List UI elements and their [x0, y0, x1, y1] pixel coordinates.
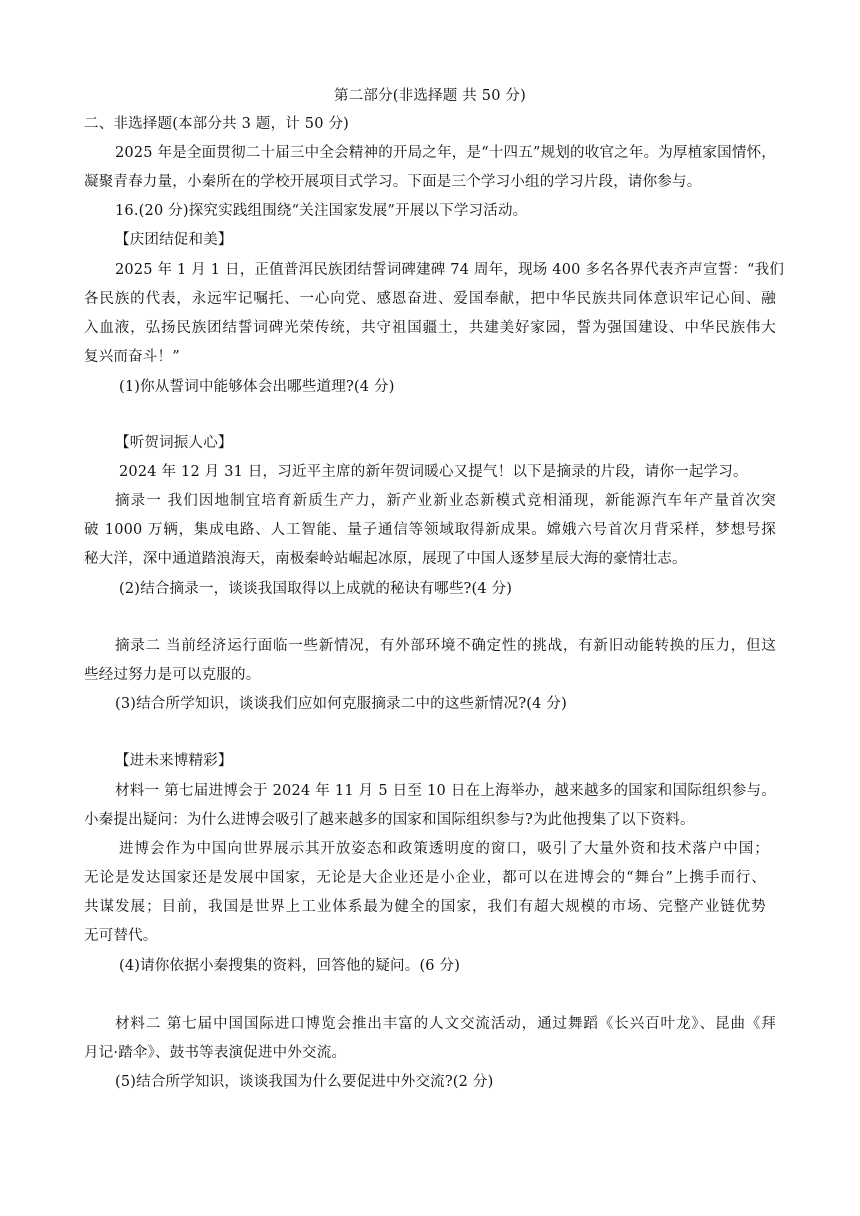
material1-data-line: 无可替代。	[84, 928, 158, 944]
material1-data-line: 共谋发展；目前，我国是世界上工业体系最为健全的国家，我们有超大规模的市场、完整产业链优势	[84, 899, 766, 915]
block1-text-line: 入血液，弘扬民族团结誓词碑光荣传统，共守祖国疆土，共建美好家园，誓为强国建设、中华民族伟大	[84, 320, 776, 336]
question-1: (1)你从誓词中能够体会出哪些道理?(4 分)	[119, 379, 395, 395]
excerpt2-line: 些经过努力是可以克服的。	[84, 667, 261, 683]
excerpt1-line: 摘录一 我们因地制宜培育新质生产力，新产业新业态新模式竞相涌现，新能源汽车年产量首次突	[115, 493, 776, 509]
material1-line: 小秦提出疑问：为什么进博会吸引了越来越多的国家和国际组织参与?为此他搜集了以下资料。	[84, 812, 695, 828]
block2-intro: 2024 年 12 月 31 日，习近平主席的新年贺词暖心又提气！以下是摘录的片段，请你一起学习。	[119, 464, 748, 480]
question-3: (3)结合所学知识，谈谈我们应如何克服摘录二中的这些新情况?(4 分)	[115, 696, 567, 712]
block1-text-line: 2025 年 1 月 1 日，正值普洱民族团结誓词碑建碑 74 周年，现场 400 多名各界代表齐声宣誓：“我们	[115, 262, 785, 278]
question-16-stem: 16.(20 分)探究实践组围绕“关注国家发展”开展以下学习活动。	[115, 203, 528, 219]
question-4: (4)请你依据小秦搜集的资料，回答他的疑问。(6 分)	[119, 958, 461, 974]
intro-line: 凝聚青春力量，小秦所在的学校开展项目式学习。下面是三个学习小组的学习片段，请你参与。	[84, 174, 702, 190]
material1-line: 材料一 第七届进博会于 2024 年 11 月 5 日至 10 日在上海举办，越来越多的国家和国际组织参与。	[115, 783, 776, 799]
block2-title: 【听贺词振人心】	[115, 435, 233, 451]
material1-data-line: 进博会作为中国向世界展示其开放姿态和政策透明度的窗口，吸引了大量外资和技术落户中国；	[119, 841, 769, 857]
block1-text-line: 各民族的代表，永远牢记嘱托、一心向党、感恩奋进、爱国奉献，把中华民族共同体意识牢记心间、融	[84, 291, 776, 307]
question-2: (2)结合摘录一，谈谈我国取得以上成就的秘诀有哪些?(4 分)	[119, 581, 513, 597]
section-title: 二、非选择题(本部分共 3 题，计 50 分)	[84, 116, 350, 132]
part-title: 第二部分(非选择题 共 50 分)	[334, 88, 526, 104]
material2-line: 月记·踏伞》、鼓书等表演促进中外交流。	[84, 1045, 347, 1061]
block1-text-line: 复兴而奋斗！”	[84, 349, 180, 365]
block1-title: 【庆团结促和美】	[115, 232, 233, 248]
block3-title: 【进未来博精彩】	[115, 753, 233, 769]
question-5: (5)结合所学知识，谈谈我国为什么要促进中外交流?(2 分)	[115, 1074, 494, 1090]
intro-line: 2025 年是全面贯彻二十届三中全会精神的开局之年，是“十四五”规划的收官之年。为厚植家国情怀，	[115, 145, 776, 161]
material1-data-line: 无论是发达国家还是发展中国家，无论是大企业还是小企业，都可以在进博会的“舞台”上携手而行、	[84, 870, 766, 886]
excerpt1-line: 破 1000 万辆，集成电路、人工智能、量子通信等领域取得新成果。嫦娥六号首次月背采样，梦想号探	[84, 522, 776, 538]
material2-line: 材料二 第七届中国国际进口博览会推出丰富的人文交流活动，通过舞蹈《长兴百叶龙》、昆曲《拜	[115, 1016, 776, 1032]
excerpt1-line: 秘大洋，深中通道踏浪海天，南极秦岭站崛起冰原，展现了中国人逐梦星辰大海的豪情壮志。	[84, 551, 687, 567]
excerpt2-line: 摘录二 当前经济运行面临一些新情况，有外部环境不确定性的挑战，有新旧动能转换的压力，但这	[115, 638, 776, 654]
